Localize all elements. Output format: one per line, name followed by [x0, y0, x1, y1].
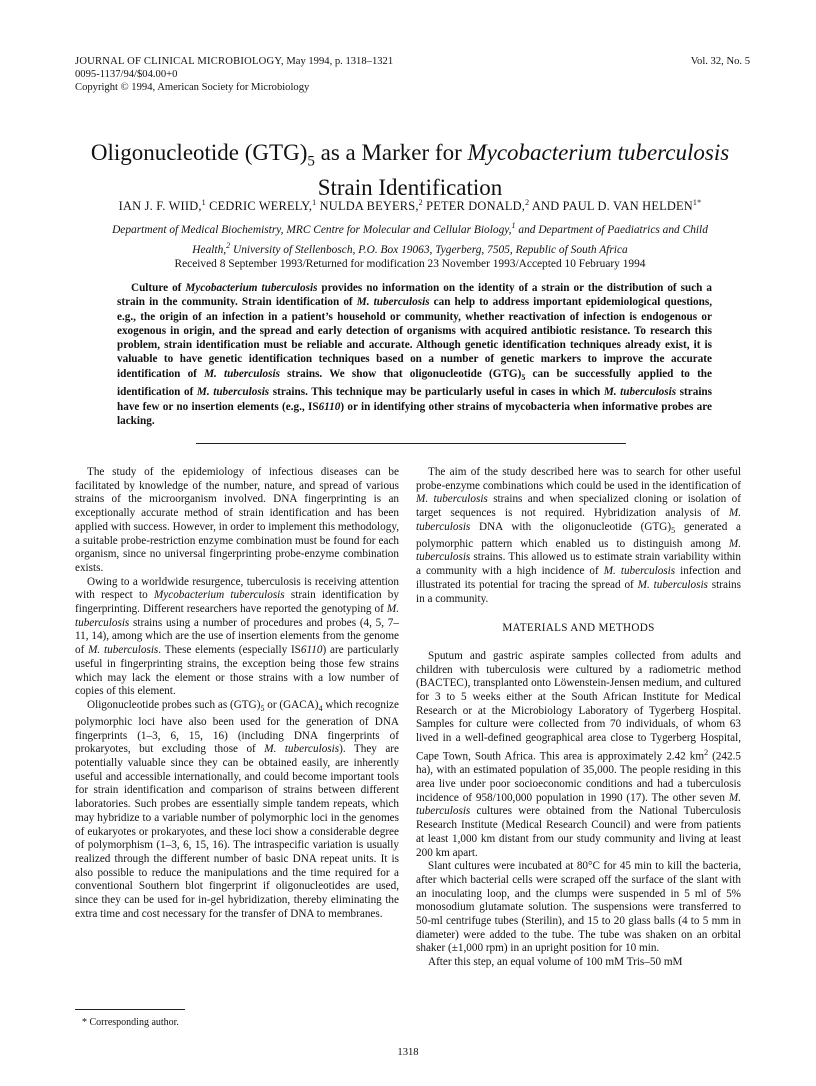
section-heading: MATERIALS AND METHODS [502, 622, 655, 635]
article-title: Oligonucleotide $(GTG)_5$ as a Marker for Mycobacterium tuberculosis Strain Identification [90, 140, 730, 200]
methods-paragraph-1: Sputum and gastric aspirate samples collected from adults and children with tuberculosis were cultured by a radiometric method (BACTEC), transplanted onto Löwenstein-Jensen medium, and cultured for 3 to 5 weeks either at the South African Institute for Medical Research or at the Microbiology Laboratory of Tygerberg Hospital. Samples for culture were collected from 70 individuals, of whom 63 lived in a well-defined geographical area close to Tygerberg Hospital, Cape Town, South Africa. This area is approximately 2.42 $km^2$ (242.5 ha), with an estimated population of 35,000. The people residing in this area live under poor socioeconomic conditions and had a tuberculosis incidence of 958/100,000 population in 1990 (17). The other seven M. tuberculosis cultures were obtained from the National Tuberculosis Research Institute (Medical Research Council) and were from patients at least 1,000 km distant from our study community and living at least 200 km apart. [416, 649, 741, 859]
page-number: 1318 [397, 1047, 419, 1058]
methods-paragraph-3: After this step, an equal volume of 100 mM Tris–50 mM [428, 956, 683, 969]
intro-paragraph-4: The aim of the study described here was to search for other useful probe-enzyme combinations which could be used in the identification of M. tuberculosis strains and when specialized cloning or isolation of target sequences is not required. Hybridization analysis of M. tuberculosis DNA with the oligonucleotide $(GTG)_5$ generated a polymorphic pattern which enabled us to distinguish among M. tuberculosis strains. This allowed us to estimate strain variability within a community with a high incidence of M. tuberculosis infection and illustrated its potential for tracing the spread of M. tuberculosis strains in a community. [416, 466, 741, 605]
received-dates: Received 8 September 1993/Returned for modification 23 November 1993/Accepted 10 February 1994 [174, 258, 646, 270]
left-column [75, 466, 399, 921]
journal-citation: JOURNAL OF CLINICAL MICROBIOLOGY, May 1994, p. 1318–1321 [75, 56, 394, 67]
footnote: * Corresponding author. [82, 1017, 179, 1028]
volume-label: Vol. 32, No. 5 [690, 56, 750, 67]
intro-paragraph-3: Oligonucleotide probes such as $(GTG)_5$ or $(GACA)_4$ which recognize polymorphic loci have also been used for the generation of DNA fingerprints (1–3, 6, 15, 16) (including DNA fingerprints of prokaryotes, but excluding those of M. tuberculosis). They are potentially valuable since they can be obtained easily, are inherently useful and accessible internationally, and could become important tools for strain identification and comparison of strains between different laboratories. Such probes are essentially simple tandem repeats, which may hybridize to a variable number of polymorphic loci in the genomes of eukaryotes or prokaryotes, and these loci show a considerable degree of polymorphism (1–3, 6, 15, 16). The intraspecific variation is usually realized through the different number of basic DNA repeat units. It is also possible to reduce the manipulations and the time required for a conventional Southern blot fingerprint if oligonucleotides are used, since they can be used for in-gel hybridization, thereby eliminating the extra time and cost necessary for the transfer of DNA to membranes. [75, 698, 399, 920]
affiliation: Department of Medical Biochemistry, MRC Centre for Molecular and Cellular Biology,$^1$ and Department of Paediatrics and Child Health,$^2$ University of Stellenbosch, P.O. Box 19063, Tygerberg, 7505, Republic of South Africa [112, 221, 708, 256]
intro-paragraph-1: The study of the epidemiology of infectious diseases can be facilitated by knowledge of the number, nature, and spread of various strains of the microorganism involved. DNA fingerprinting is an exceptionally accurate method of strain identification and has been applied with success. However, in order to implement this methodology, a suitable probe-restriction enzyme combination must be found for each organism, since no universal fingerprinting probe-enzyme combination exists. [75, 466, 399, 574]
abstract: Culture of Mycobacterium tuberculosis provides no information on the identity of a strain or the distribution of such a strain in the community. Strain identification of M. tuberculosis can help to address important epidemiological questions, e.g., the origin of an infection in a patient’s household or community, whether reactivation of infection is endogenous or exogenous in origin, and the spread and early detection of organisms with acquired antibiotic resistance. To research this problem, strain identification must be reliable and accurate. Although genetic identification techniques already exist, it is valuable to have genetic identification techniques based on a number of genetic markers to improve the accurate identification of M. tuberculosis strains. We show that oligonucleotide $(GTG)_5$ can be successfully applied to the identification of M. tuberculosis strains. This technique may be particularly useful in cases in which M. tuberculosis strains have few or no insertion elements (e.g., IS6110) or in identifying other strains of mycobacteria when informative probes are lacking. [117, 282, 712, 427]
abstract-divider [196, 443, 626, 444]
journal-header [75, 55, 495, 94]
author-list: IAN J. F. WIID,$^1$ CEDRIC WERELY,$^1$ NULDA BEYERS,$^2$ PETER DONALD,$^2$ AND PAUL D. VAN $HELDEN^{1*}$ [118, 198, 702, 214]
methods-paragraph-2: Slant cultures were incubated at 80°C for 45 min to kill the bacteria, after which bacterial cells were scraped off the surface of the slant with an inoculating loop, and the clumps were suspended in 5 ml of 5% monosodium glutamate solution. The suspensions were transferred to 50-ml centrifuge tubes (Sterilin), and 15 to 20 glass balls (4 to 5 mm in diameter) were added to the tube. The tube was shaken on an orbital shaker (±1,000 rpm) in an upright position for 10 min. [416, 860, 741, 955]
copyright-line: Copyright © 1994, American Society for Microbiology [75, 82, 310, 93]
intro-paragraph-2: Owing to a worldwide resurgence, tuberculosis is receiving attention with respect to Mycobacterium tuberculosis strain identification by fingerprinting. Different researchers have reported the genotyping of M. tuberculosis strains using a number of procedures and probes (4, 5, 7–11, 14), among which are the use of insertion elements from the genome of M. tuberculosis. These elements (especially IS6110) are particularly useful in fingerprinting strains, the exception being those few strains which may lack the element or those strains with a low number of copies of this element. [75, 575, 399, 698]
footnote-rule [75, 1009, 185, 1010]
issn-line: 0095-1137/94/$04.00+0 [75, 69, 178, 80]
right-column [416, 466, 741, 970]
